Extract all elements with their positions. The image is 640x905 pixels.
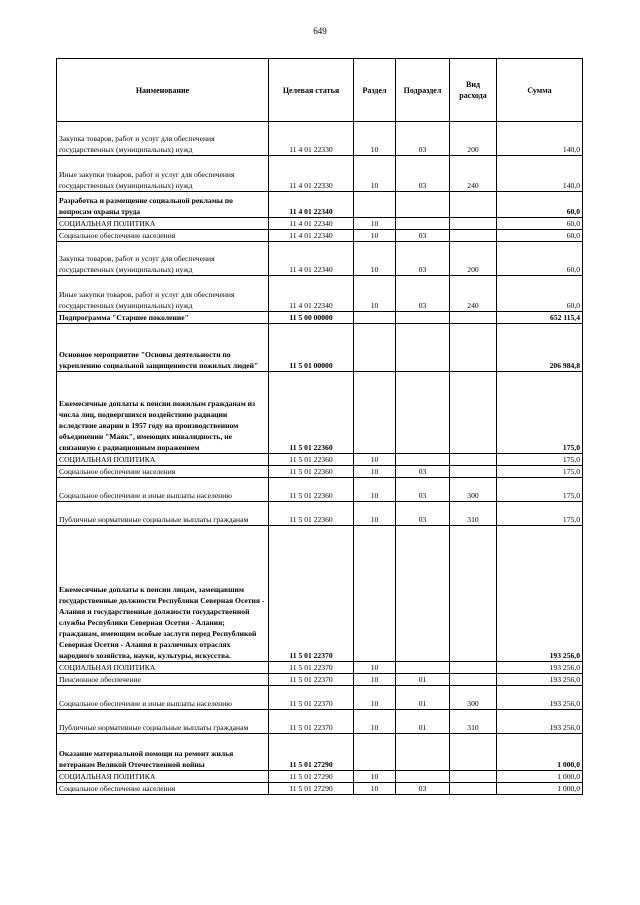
row-type <box>450 372 497 454</box>
row-code: 11 5 01 22360 <box>269 454 354 466</box>
row-type: 300 <box>450 478 497 502</box>
row-name: СОЦИАЛЬНАЯ ПОЛИТИКА <box>57 218 269 230</box>
row-sum: 193 256,0 <box>497 662 583 674</box>
row-code: 11 5 01 22370 <box>269 710 354 734</box>
row-code: 11 4 01 22330 <box>269 122 354 156</box>
budget-table <box>56 58 583 795</box>
row-sum: 1 000,0 <box>497 771 583 783</box>
row-type <box>450 454 497 466</box>
header-name: Наименование <box>57 59 269 122</box>
row-subsection: 03 <box>396 783 450 795</box>
row-subsection <box>396 372 450 454</box>
row-subsection: 03 <box>396 242 450 276</box>
row-code: 11 5 01 27290 <box>269 771 354 783</box>
row-type <box>450 466 497 478</box>
row-subsection <box>396 312 450 324</box>
row-name: Пенсионное обеспечение <box>57 674 269 686</box>
row-name: Социальное обеспечение и иные выплаты населению <box>57 478 269 502</box>
row-type <box>450 783 497 795</box>
table-row <box>57 122 583 156</box>
row-section: 10 <box>354 466 396 478</box>
row-sum: 206 984,8 <box>497 324 583 372</box>
row-code: 11 4 01 22340 <box>269 192 354 218</box>
row-code: 11 4 01 22340 <box>269 218 354 230</box>
row-type <box>450 324 497 372</box>
row-type: 310 <box>450 502 497 526</box>
row-sum: 1 000,0 <box>497 783 583 795</box>
row-name: Публичные нормативные социальные выплаты гражданам <box>57 502 269 526</box>
row-subsection <box>396 526 450 662</box>
row-section: 10 <box>354 478 396 502</box>
row-sum: 193 256,0 <box>497 710 583 734</box>
row-subsection: 03 <box>396 156 450 192</box>
row-type <box>450 771 497 783</box>
row-section: 10 <box>354 276 396 312</box>
row-name: Ежемесячные доплаты к пенсии лицам, замещавшим государственные должности Республики Северная Осетия - Алания и государственные должности государственной службы Республики Северная Осетия - Алания; гражданам, имеющим особые заслуги перед Республикой Северная Осетия - Алания в различных отраслях народного хозяйства, науки, культуры, искусства. <box>57 526 269 662</box>
row-subsection <box>396 192 450 218</box>
row-sum: 60,0 <box>497 276 583 312</box>
table-row <box>57 734 583 771</box>
row-name: СОЦИАЛЬНАЯ ПОЛИТИКА <box>57 771 269 783</box>
header-sum: Сумма <box>497 59 583 122</box>
header-subsection: Подраздел <box>396 59 450 122</box>
table-row <box>57 710 583 734</box>
row-type <box>450 674 497 686</box>
row-sum: 60,0 <box>497 192 583 218</box>
table-row <box>57 478 583 502</box>
row-type <box>450 192 497 218</box>
table-row <box>57 454 583 466</box>
table-body <box>57 122 583 795</box>
row-subsection: 01 <box>396 710 450 734</box>
row-code: 11 5 01 22370 <box>269 674 354 686</box>
row-section <box>354 312 396 324</box>
row-sum: 1 000,0 <box>497 734 583 771</box>
row-section: 10 <box>354 230 396 242</box>
row-subsection <box>396 454 450 466</box>
row-subsection: 01 <box>396 686 450 710</box>
row-name: Социальное обеспечение населения <box>57 783 269 795</box>
page-number: 649 <box>313 26 327 36</box>
row-name: Основное мероприятие "Основы деятельности по укреплению социальной защищенности пожилых людей" <box>57 324 269 372</box>
row-type: 240 <box>450 276 497 312</box>
row-subsection <box>396 218 450 230</box>
row-sum: 193 256,0 <box>497 686 583 710</box>
row-sum: 193 256,0 <box>497 526 583 662</box>
row-type: 240 <box>450 156 497 192</box>
table-row <box>57 674 583 686</box>
row-subsection: 03 <box>396 122 450 156</box>
table-row <box>57 502 583 526</box>
row-sum: 60,0 <box>497 218 583 230</box>
row-name: Оказание материальной помощи на ремонт жилья ветеранам Великой Отечественной войны <box>57 734 269 771</box>
header-type: Вид расхода <box>450 59 497 122</box>
row-code: 11 4 01 22330 <box>269 156 354 192</box>
row-name: Ежемесячные доплаты к пенсии пожилым гражданам из числа лиц, подвергшихся воздействию радиации вследствие аварии в 1957 году на производственном объединении "Маяк", имеющих инвалидность, не связанную с радиационным поражением <box>57 372 269 454</box>
row-section: 10 <box>354 242 396 276</box>
row-code: 11 5 01 22360 <box>269 372 354 454</box>
table-row <box>57 324 583 372</box>
table-row <box>57 156 583 192</box>
row-code: 11 5 01 22360 <box>269 478 354 502</box>
row-code: 11 4 01 22340 <box>269 230 354 242</box>
row-name: Социальное обеспечение населения <box>57 230 269 242</box>
row-type: 300 <box>450 686 497 710</box>
row-type <box>450 218 497 230</box>
row-section: 10 <box>354 502 396 526</box>
row-code: 11 5 01 00000 <box>269 324 354 372</box>
row-sum: 60,0 <box>497 242 583 276</box>
row-name: Иные закупки товаров, работ и услуг для обеспечения государственных (муниципальных) нужд <box>57 276 269 312</box>
row-code: 11 5 01 22370 <box>269 686 354 710</box>
row-type <box>450 312 497 324</box>
row-subsection: 03 <box>396 478 450 502</box>
row-section <box>354 372 396 454</box>
row-name: СОЦИАЛЬНАЯ ПОЛИТИКА <box>57 454 269 466</box>
row-type: 310 <box>450 710 497 734</box>
row-code: 11 5 01 22360 <box>269 502 354 526</box>
row-section: 10 <box>354 783 396 795</box>
row-sum: 175,0 <box>497 454 583 466</box>
row-name: Закупка товаров, работ и услуг для обеспечения государственных (муниципальных) нужд <box>57 122 269 156</box>
row-sum: 140,0 <box>497 122 583 156</box>
row-type <box>450 230 497 242</box>
table-row <box>57 276 583 312</box>
row-name: Подпрограмма "Старшее поколение" <box>57 312 269 324</box>
row-subsection: 03 <box>396 466 450 478</box>
row-name: Публичные нормативные социальные выплаты гражданам <box>57 710 269 734</box>
row-sum: 175,0 <box>497 502 583 526</box>
row-type: 200 <box>450 242 497 276</box>
row-code: 11 5 01 22360 <box>269 466 354 478</box>
table-row <box>57 242 583 276</box>
row-name: Социальное обеспечение и иные выплаты населению <box>57 686 269 710</box>
table-row <box>57 526 583 662</box>
header-section: Раздел <box>354 59 396 122</box>
row-section: 10 <box>354 218 396 230</box>
row-section <box>354 734 396 771</box>
row-code: 11 4 01 22340 <box>269 276 354 312</box>
row-sum: 60,0 <box>497 230 583 242</box>
row-subsection <box>396 324 450 372</box>
table-row <box>57 218 583 230</box>
row-code: 11 5 01 27290 <box>269 734 354 771</box>
row-sum: 140,0 <box>497 156 583 192</box>
row-type <box>450 526 497 662</box>
row-section: 10 <box>354 686 396 710</box>
row-sum: 175,0 <box>497 466 583 478</box>
row-subsection <box>396 662 450 674</box>
row-sum: 175,0 <box>497 372 583 454</box>
row-subsection: 03 <box>396 502 450 526</box>
row-sum: 652 115,4 <box>497 312 583 324</box>
row-code: 11 5 01 27290 <box>269 783 354 795</box>
row-sum: 193 256,0 <box>497 674 583 686</box>
row-section: 10 <box>354 122 396 156</box>
table-row <box>57 771 583 783</box>
row-name: Иные закупки товаров, работ и услуг для обеспечения государственных (муниципальных) нужд <box>57 156 269 192</box>
row-section: 10 <box>354 454 396 466</box>
table-header-row <box>57 59 583 122</box>
row-subsection <box>396 734 450 771</box>
header-code: Целевая статья <box>269 59 354 122</box>
row-name: СОЦИАЛЬНАЯ ПОЛИТИКА <box>57 662 269 674</box>
table-row <box>57 192 583 218</box>
row-subsection: 03 <box>396 230 450 242</box>
row-section: 10 <box>354 156 396 192</box>
row-code: 11 4 01 22340 <box>269 242 354 276</box>
table-row <box>57 783 583 795</box>
row-subsection: 03 <box>396 276 450 312</box>
row-sum: 175,0 <box>497 478 583 502</box>
table-row <box>57 686 583 710</box>
row-section: 10 <box>354 710 396 734</box>
row-section <box>354 324 396 372</box>
row-code: 11 5 01 22370 <box>269 526 354 662</box>
row-code: 11 5 00 00000 <box>269 312 354 324</box>
row-name: Закупка товаров, работ и услуг для обеспечения государственных (муниципальных) нужд <box>57 242 269 276</box>
table-row <box>57 230 583 242</box>
row-subsection <box>396 771 450 783</box>
row-type <box>450 734 497 771</box>
row-name: Разработка и размещение социальной рекламы по вопросам охраны труда <box>57 192 269 218</box>
row-code: 11 5 01 22370 <box>269 662 354 674</box>
table-row <box>57 312 583 324</box>
table-row <box>57 662 583 674</box>
table-row <box>57 372 583 454</box>
row-section: 10 <box>354 674 396 686</box>
row-section <box>354 192 396 218</box>
row-type <box>450 662 497 674</box>
table-row <box>57 466 583 478</box>
row-section <box>354 526 396 662</box>
row-section: 10 <box>354 771 396 783</box>
row-type: 200 <box>450 122 497 156</box>
row-section: 10 <box>354 662 396 674</box>
row-subsection: 01 <box>396 674 450 686</box>
row-name: Социальное обеспечение населения <box>57 466 269 478</box>
